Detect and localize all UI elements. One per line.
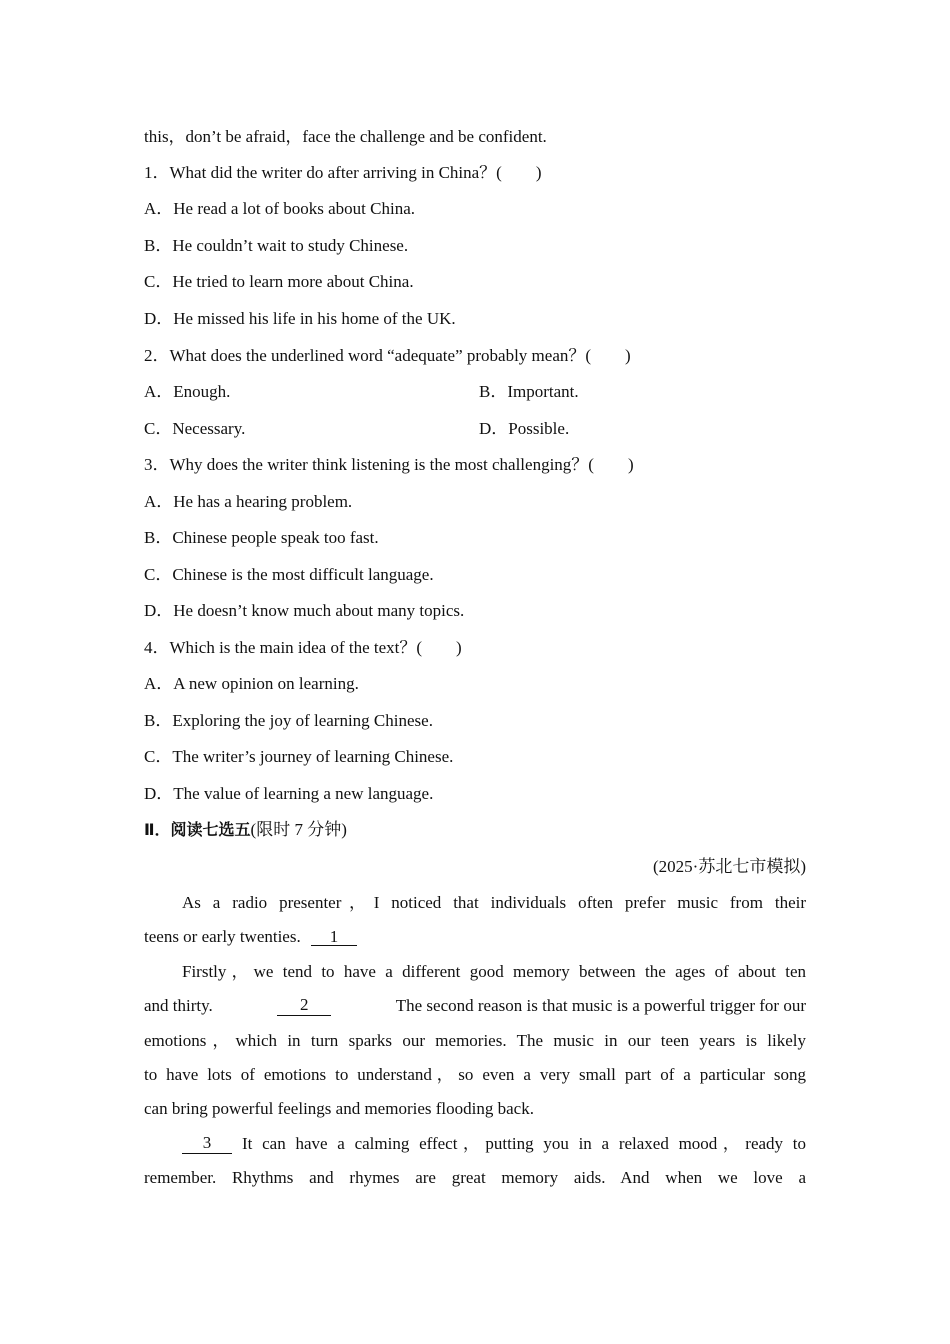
question-3-option-c: C．Chinese is the most difficult language. bbox=[144, 565, 434, 584]
question-2-option-c: C．Necessary. bbox=[144, 419, 246, 438]
question-1-option-b: B．He couldn’t wait to study Chinese. bbox=[144, 236, 409, 255]
question-4-stem: 4．Which is the main idea of the text？( ) bbox=[144, 638, 462, 657]
question-1-stem: 1．What did the writer do after arriving in China？( ) bbox=[144, 163, 542, 182]
question-2-option-b: B．Important. bbox=[479, 382, 579, 401]
paragraph-2-text-b: The second reason is that music is a powerful trigger for our bbox=[395, 996, 806, 1015]
question-3-option-b: B．Chinese people speak too fast. bbox=[144, 528, 379, 547]
question-1-option-a: A．He read a lot of books about China. bbox=[144, 199, 415, 218]
blank-2[interactable]: 2 bbox=[277, 996, 331, 1016]
question-4-option-d: D．The value of learning a new language. bbox=[144, 784, 434, 803]
paragraph-2-line-3: emotions，which in turn sparks our memories. The music in our teen years is likely bbox=[144, 1031, 806, 1050]
paragraph-3-line-1 bbox=[182, 1134, 806, 1154]
question-3-option-a: A．He has a hearing problem. bbox=[144, 492, 353, 511]
question-4-option-a: A．A new opinion on learning. bbox=[144, 674, 359, 693]
paragraph-2-line-5: can bring powerful feelings and memories flooding back. bbox=[144, 1099, 534, 1118]
section-source: (2025·苏北七市模拟) bbox=[653, 857, 806, 876]
section-heading bbox=[144, 820, 347, 840]
paragraph-2-line-4: to have lots of emotions to understand，so even a very small part of a particular song bbox=[144, 1065, 806, 1084]
question-4-option-b: B．Exploring the joy of learning Chinese. bbox=[144, 711, 433, 730]
question-2-option-d: D．Possible. bbox=[479, 419, 570, 438]
question-3-stem: 3．Why does the writer think listening is the most challenging？( ) bbox=[144, 455, 634, 474]
question-1-option-c: C．He tried to learn more about China. bbox=[144, 272, 414, 291]
question-2-stem: 2．What does the underlined word “adequate” probably mean？( ) bbox=[144, 346, 631, 365]
paragraph-3-text: It can have a calming effect，putting you in a relaxed mood，ready to bbox=[242, 1134, 806, 1153]
paragraph-2-line-2 bbox=[144, 996, 806, 1016]
paragraph-3-line-2: remember. Rhythms and rhymes are great memory aids. And when we love a bbox=[144, 1168, 806, 1187]
section-time-limit: (限时 7 分钟) bbox=[250, 820, 347, 839]
paragraph-1-line-2 bbox=[144, 927, 357, 947]
question-1-option-d: D．He missed his life in his home of the UK. bbox=[144, 309, 456, 328]
question-4-option-c: C．The writer’s journey of learning Chinese. bbox=[144, 747, 454, 766]
question-3-option-d: D．He doesn’t know much about many topics. bbox=[144, 601, 465, 620]
section-title: Ⅱ．阅读七选五 bbox=[144, 820, 251, 839]
passage-end-text: this，don’t be afraid，face the challenge and be confident. bbox=[144, 127, 547, 146]
paragraph-1-line-1: As a radio presenter，I noticed that individuals often prefer music from their bbox=[182, 893, 806, 912]
question-2-option-a: A．Enough. bbox=[144, 382, 231, 401]
blank-1[interactable]: 1 bbox=[311, 928, 357, 946]
paragraph-2-text-a: and thirty. bbox=[144, 996, 213, 1015]
paragraph-2-line-1: Firstly，we tend to have a different good memory between the ages of about ten bbox=[182, 962, 806, 981]
paragraph-1-text: teens or early twenties. bbox=[144, 927, 301, 946]
blank-3[interactable]: 3 bbox=[182, 1134, 232, 1154]
